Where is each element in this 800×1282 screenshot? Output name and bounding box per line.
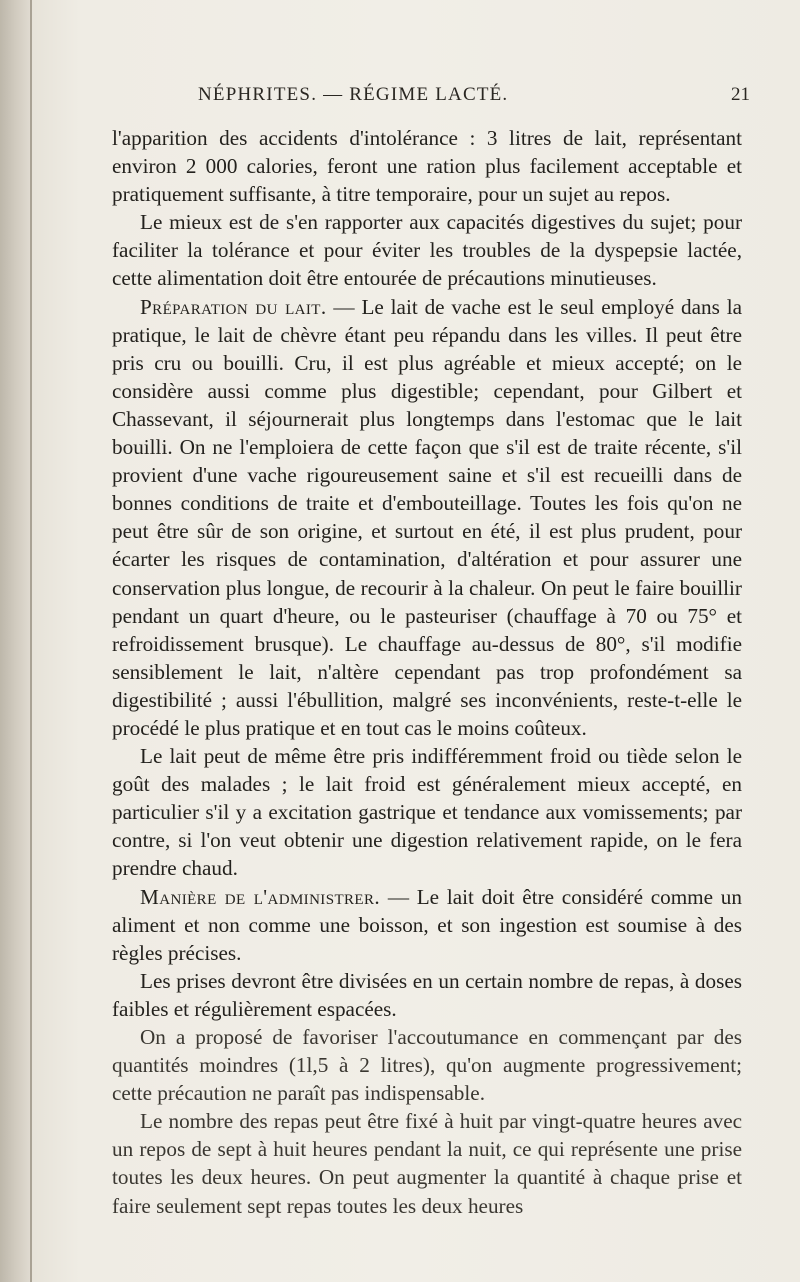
paragraph-6-text: Les prises devront être divisées en un certain nombre de repas, à doses faibles et régulièrement espacées.	[112, 968, 742, 1021]
paragraph-7-text: On a proposé de favoriser l'accoutumance en commençant par des quantités moindres (1l,5 à 2 litres), qu'on augmente progressivement; cette précaution ne paraît pas indispensable.	[112, 1025, 742, 1106]
paragraph-4	[112, 742, 742, 882]
paragraph-7	[112, 1023, 742, 1107]
paragraph-2-text: Le mieux est de s'en rapporter aux capacités digestives du sujet; pour faciliter la tolérance et pour éviter les troubles de la dyspepsie lactée, cette alimentation doit être entourée de précautions minutieuses.	[112, 210, 742, 291]
paragraph-5-text: — Le lait doit être considéré comme un aliment et non comme une boisson, et son ingestion est soumise à des règles précises.	[112, 884, 742, 965]
paragraph-2	[112, 208, 742, 292]
paragraph-1	[112, 124, 742, 208]
paragraph-5	[112, 883, 742, 967]
paragraph-1-text: l'apparition des accidents d'intolérance : 3 litres de lait, représentant environ 2 000 calories, feront une ration plus facilement acceptable et pratiquement suffisante, à titre temporaire, pour un sujet au repos.	[112, 126, 742, 207]
page-gutter	[0, 0, 32, 1282]
paragraph-4-text: Le lait peut de même être pris indifféremment froid ou tiède selon le goût des malades ; le lait froid est généralement mieux accepté, en particulier s'il y a excitation gastrique et tendance aux vomissements; par contre, si l'on veut obtenir une digestion relativement rapide, on le fera prendre chaud.	[112, 744, 742, 881]
body-text	[112, 124, 742, 1220]
section-heading-preparation: Préparation du lait.	[140, 294, 327, 319]
paragraph-3-text: — Le lait de vache est le seul employé dans la pratique, le lait de chèvre étant peu répandu dans les villes. Il peut être pris cru ou bouilli. Cru, il est plus agréable et mieux accepté; on le considère aussi comme plus digestible; cependant, pour Gilbert et Chassevant, il séjournerait plus longtemps dans l'estomac que le lait bouilli. On ne l'emploiera de cette façon que s'il est de traite récente, s'il provient d'une vache rigoureusement saine et s'il est recueilli dans de bonnes conditions de traite et d'embouteillage. Toutes les fois qu'on ne peut être sûr de son origine, et surtout en été, il est plus prudent, pour écarter les risques de contamination, d'altération et pour assurer une conservation plus longue, de recourir à la chaleur. On peut le faire bouillir pendant un quart d'heure, ou le pasteuriser (chauffage à 70 ou 75° et refroidissement brusque). Le chauffage au-dessus de 80°, s'il modifie sensiblement le lait, n'altère cependant pas trop profondément sa digestibilité ; aussi l'ébullition, malgré ses inconvénients, reste-t-elle le procédé le plus pratique et en tout cas le moins coûteux.	[112, 294, 742, 740]
gutter-edge	[30, 0, 32, 1282]
section-heading-administration: Manière de l'administrer.	[140, 884, 381, 909]
paragraph-6	[112, 967, 742, 1023]
page-header	[110, 84, 750, 114]
running-title: NÉPHRITES. — RÉGIME LACTÉ.	[198, 84, 509, 105]
page-number: 21	[731, 84, 750, 105]
paragraph-8-text: Le nombre des repas peut être fixé à huit par vingt-quatre heures avec un repos de sept à huit heures pendant la nuit, ce qui représente une prise toutes les deux heures. On peut augmenter la quantité à chaque prise et faire seulement sept repas toutes les deux heures	[112, 1109, 742, 1218]
paragraph-3	[112, 293, 742, 743]
paragraph-8	[112, 1107, 742, 1219]
